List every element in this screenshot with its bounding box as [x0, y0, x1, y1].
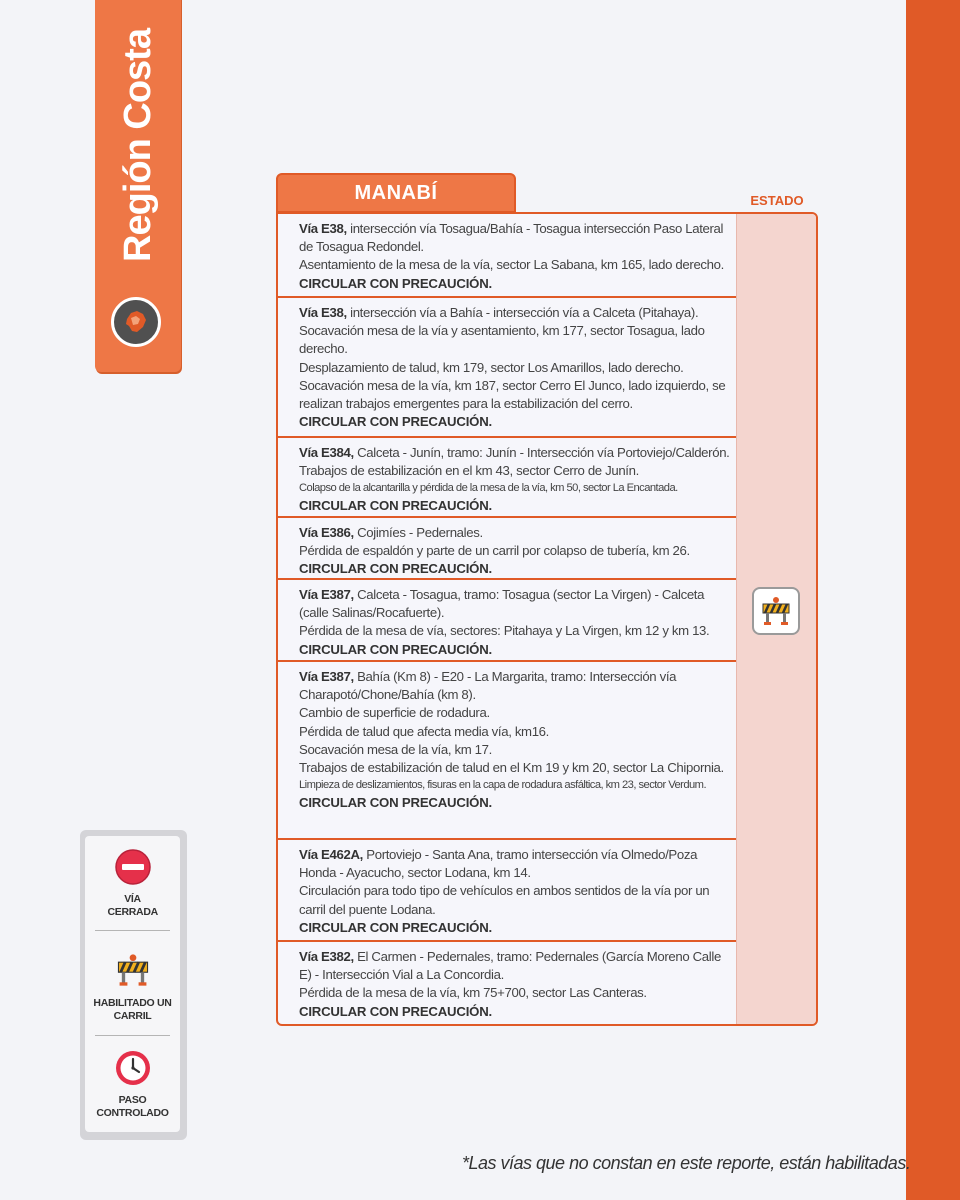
caution-text: CIRCULAR CON PRECAUCIÓN. [299, 275, 493, 291]
table-row [278, 438, 736, 518]
caution-text: CIRCULAR CON PRECAUCIÓN. [299, 919, 493, 935]
road-status-table [276, 212, 818, 1026]
road-id: Vía E386, [299, 525, 354, 540]
right-accent-bar [906, 0, 960, 1200]
row-text: El Carmen - Pedernales, tramo: Pedernales (García Moreno Calle E) - Intersección Vial a La Concordia. [299, 949, 721, 983]
clock-icon [114, 1049, 152, 1087]
row-text: Pérdida de talud que afecta media vía, km16. [299, 723, 549, 739]
caution-text: CIRCULAR CON PRECAUCIÓN. [299, 498, 493, 514]
no-entry-icon [114, 848, 152, 886]
legend [80, 830, 187, 1140]
row-text: Pérdida de espaldón y parte de un carril por colapso de tubería, km 26. [299, 543, 690, 559]
row-text: Pérdida de la mesa de vía, sectores: Pitahaya y La Virgen, km 12 y km 13. [299, 623, 710, 639]
row-text: Socavación mesa de la vía, km 17. [299, 741, 492, 757]
caution-text: CIRCULAR CON PRECAUCIÓN. [299, 795, 493, 811]
legend-closed-label: VÍA CERRADA [107, 893, 158, 918]
table-row [278, 662, 736, 840]
row-text: Trabajos de estabilización en el km 43, sector Cerro de Junín. [299, 463, 639, 479]
caution-text: CIRCULAR CON PRECAUCIÓN. [299, 561, 493, 577]
one-lane-barrier-icon [752, 587, 800, 635]
row-text: Trabajos de estabilización de talud en el Km 19 y km 20, sector La Chipornia. [299, 760, 724, 776]
region-tab [95, 0, 181, 372]
ecuador-map-icon [111, 297, 161, 347]
road-id: Vía E387, [299, 587, 354, 602]
row-text: Limpieza de deslizamientos, fisuras en la capa de rodadura asfáltica, km 23, sector Verdum. [299, 779, 707, 792]
legend-controlled-label: PASO CONTROLADO [96, 1094, 169, 1119]
road-id: Vía E384, [299, 445, 354, 460]
table-row [278, 942, 736, 1024]
road-id: Vía E387, [299, 669, 354, 684]
region-title: Región Costa [116, 28, 159, 262]
row-text: Pérdida de la mesa de la vía, km 75+700, sector Las Canteras. [299, 985, 647, 1001]
row-text: intersección vía Tosagua/Bahía - Tosagua intersección Paso Lateral de Tosagua Redondel. [299, 221, 724, 255]
legend-divider [95, 930, 170, 931]
road-id: Vía E38, [299, 305, 347, 320]
row-text: Asentamiento de la mesa de la vía, sector La Sabana, km 165, lado derecho. [299, 257, 724, 273]
row-text: Cojimíes - Pedernales. [353, 525, 483, 540]
legend-one-lane-label: HABILITADO UN CARRIL [93, 997, 172, 1022]
table-row [278, 840, 736, 942]
row-text: intersección vía a Bahía - intersección vía a Calceta (Pitahaya). [346, 305, 699, 320]
row-text: Colapso de la alcantarilla y pérdida de la mesa de la vía, km 50, sector La Encantada. [299, 482, 678, 495]
legend-controlled [85, 1049, 180, 1120]
row-text: Cambio de superficie de rodadura. [299, 705, 490, 721]
row-text: Socavación mesa de la vía y asentamiento, km 177, sector Tosagua, lado derecho. [299, 323, 705, 357]
table-row [278, 214, 736, 298]
row-text: Calceta - Tosagua, tramo: Tosagua (sector La Virgen) - Calceta (calle Salinas/Rocafuerte). [299, 587, 705, 621]
road-id: Vía E382, [299, 949, 354, 964]
road-id: Vía E38, [299, 221, 347, 236]
row-text: Bahía (Km 8) - E20 - La Margarita, tramo: Intersección vía Charapotó/Chone/Bahía (km 8). [299, 669, 677, 703]
province-tab [276, 173, 516, 213]
row-text: Socavación mesa de la vía, km 187, sector Cerro El Junco, lado izquierdo, se realizan trabajos emergentes para la estabilización del cerro. [299, 377, 726, 412]
row-text: Circulación para todo tipo de vehículos en ambos sentidos de la vía por un carril del puente Lodana. [299, 883, 710, 917]
row-text: Calceta - Junín, tramo: Junín - Intersección vía Portoviejo/Calderón. [353, 445, 730, 460]
province-name: MANABÍ [354, 181, 438, 204]
legend-divider [95, 1035, 170, 1036]
legend-closed [85, 848, 180, 919]
table-row [278, 298, 736, 438]
table-rows [278, 214, 736, 1024]
row-text: Desplazamiento de talud, km 179, sector Los Amarillos, lado derecho. [299, 359, 684, 375]
barrier-icon [114, 950, 152, 990]
footnote: *Las vías que no constan en este reporte, están habilitadas. [462, 1153, 911, 1173]
caution-text: CIRCULAR CON PRECAUCIÓN. [299, 1003, 493, 1019]
status-header: ESTADO [750, 193, 804, 208]
caution-text: CIRCULAR CON PRECAUCIÓN. [299, 414, 493, 430]
legend-one-lane [85, 950, 180, 1023]
road-id: Vía E462A, [299, 847, 363, 862]
row-text: Portoviejo - Santa Ana, tramo intersección vía Olmedo/Poza Honda - Ayacucho, sector Lodana, km 14. [299, 847, 698, 881]
table-row [278, 518, 736, 580]
table-row [278, 580, 736, 662]
caution-text: CIRCULAR CON PRECAUCIÓN. [299, 641, 493, 657]
